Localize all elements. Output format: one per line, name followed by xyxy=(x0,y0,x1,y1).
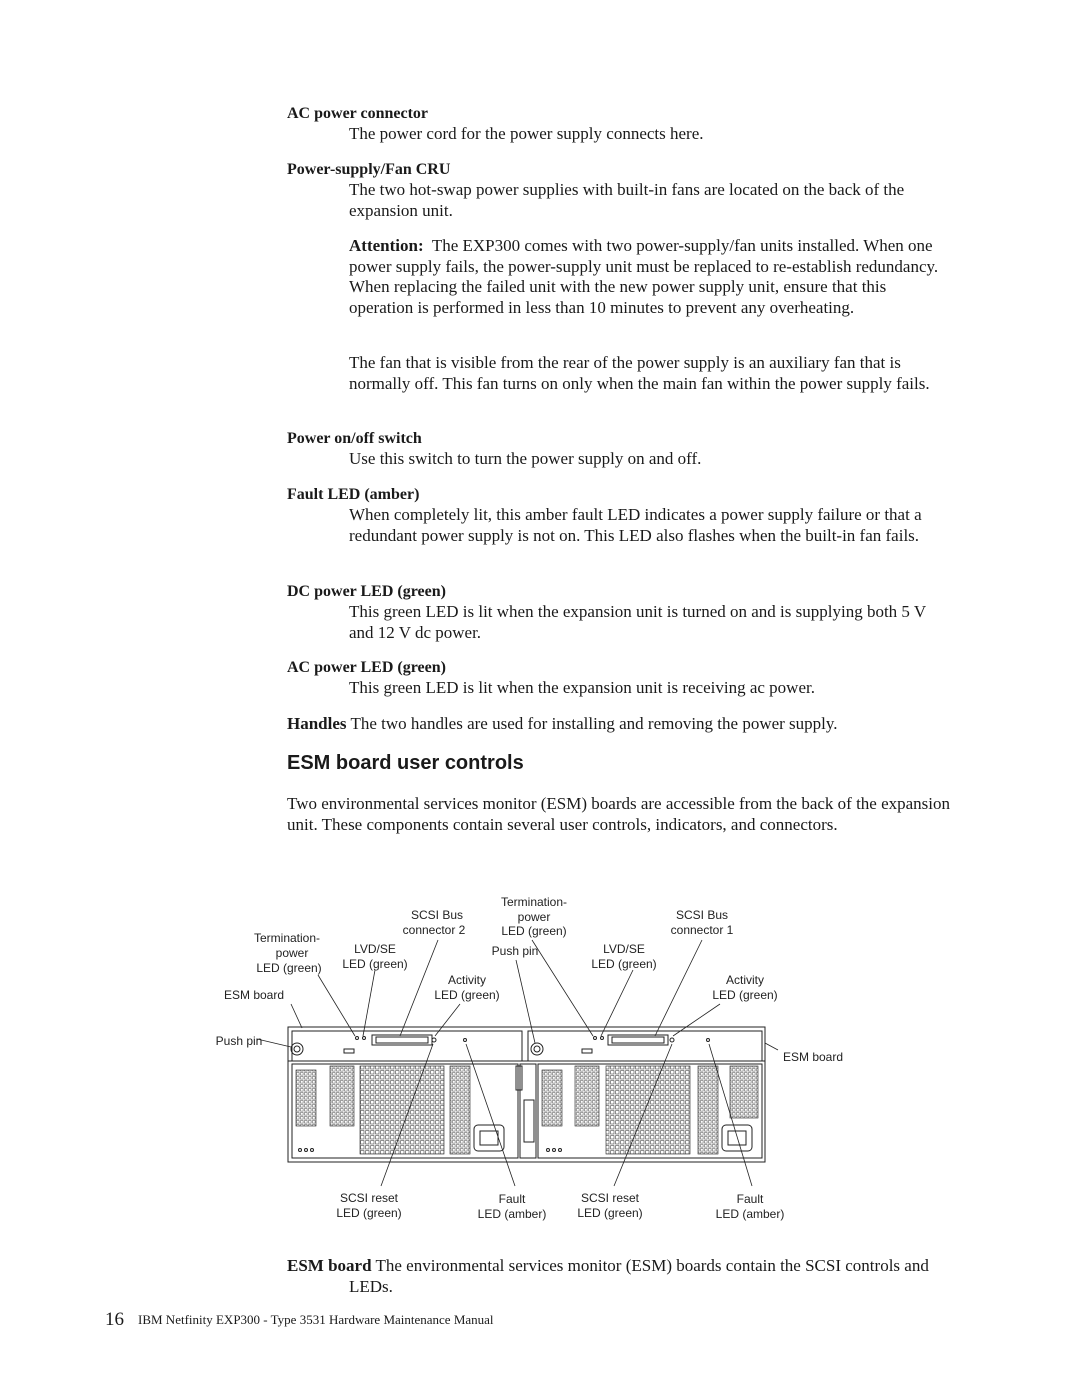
term-ac-power-led: AC power LED (green) xyxy=(287,659,446,676)
term-fault-led: Fault LED (amber) xyxy=(287,486,420,503)
label-esm-board-left: ESM board xyxy=(223,988,285,1002)
esm-board-entry xyxy=(287,1256,954,1297)
label-activity-right-2: LED (green) xyxy=(712,988,778,1002)
def-handles: The two handles are used for installing and removing the power supply. xyxy=(350,714,838,733)
label-fault-right-2: LED (amber) xyxy=(715,1207,785,1221)
footer-title: IBM Netfinity EXP300 - Type 3531 Hardware Maintenance Manual xyxy=(138,1312,494,1327)
label-push-pin-mid: Push pin xyxy=(491,944,539,958)
attention-text: The EXP300 comes with two power-supply/fan units installed. When one power supply fails, the power-supply unit must be replaced to re-establish redundancy. When replacing the failed unit with the new power supply unit, ensure that this operation is performed in less than 10 minutes to prevent any overheating. xyxy=(349,236,939,317)
attention-label: Attention: xyxy=(349,236,424,255)
section-heading: ESM board user controls xyxy=(287,752,524,774)
def-power-supply-fan-cru: The two hot-swap power supplies with built-in fans are located on the back of the expansion unit. xyxy=(349,180,905,220)
label-scsi-reset-left: SCSI reset xyxy=(339,1191,399,1205)
fan-note: The fan that is visible from the rear of the power supply is an auxiliary fan that is normally off. This fan turns on only when the main fan within the power supply fails. xyxy=(349,353,930,393)
label-termination-power-mid-2: power xyxy=(517,910,551,924)
figure-labels xyxy=(216,895,843,1221)
label-esm-board-right: ESM board xyxy=(782,1050,844,1064)
def-power-switch: Use this switch to turn the power supply on and off. xyxy=(349,449,702,468)
label-activity-left: Activity xyxy=(447,973,487,987)
intro-paragraph: Two environmental services monitor (ESM) boards are accessible from the back of the expansion unit. These components contain several user controls, indicators, and connectors. xyxy=(287,794,951,834)
def-esm-board: The environmental services monitor (ESM) boards contain the SCSI controls and LEDs. xyxy=(349,1256,929,1296)
label-lvd-left: LVD/SE xyxy=(354,942,396,956)
def-ac-power-connector: The power cord for the power supply connects here. xyxy=(349,124,704,143)
svg-text:Termination- xyxy=(254,931,320,945)
label-scsi-bus-2-conn: connector 2 xyxy=(402,923,466,937)
term-handles: Handles xyxy=(287,714,347,733)
term-power-switch: Power on/off switch xyxy=(287,430,422,447)
label-fault-left-2: LED (amber) xyxy=(477,1207,547,1221)
vent-grills xyxy=(296,1066,758,1154)
label-termination-power-left: Termination- xyxy=(253,931,321,945)
def-fault-led: When completely lit, this amber fault LED indicates a power supply failure or that a redundant power supply is not on. This LED also flashes when the built-in fan fails. xyxy=(349,505,922,545)
chassis-drawing xyxy=(288,1027,765,1162)
term-dc-power-led: DC power LED (green) xyxy=(287,583,446,600)
term-ac-power-connector: AC power connector xyxy=(287,105,429,122)
def-ac-power-led: This green LED is lit when the expansion unit is receiving ac power. xyxy=(349,678,815,697)
label-scsi-reset-right-2: LED (green) xyxy=(577,1206,643,1220)
label-lvd-right: LVD/SE xyxy=(603,942,645,956)
label-fault-left: Fault xyxy=(498,1192,526,1206)
page-footer xyxy=(105,1310,494,1330)
label-scsi-reset-left-2: LED (green) xyxy=(336,1206,402,1220)
label-activity-right: Activity xyxy=(725,973,765,987)
def-dc-power-led: This green LED is lit when the expansion unit is turned on and is supplying both 5 V and 12 V dc power. xyxy=(349,602,926,642)
handles-entry xyxy=(287,714,954,735)
label-push-pin-left: Push pin xyxy=(215,1034,263,1048)
label-lvd-right-2: LED (green) xyxy=(591,957,657,971)
label-termination-power-mid: Termination- xyxy=(500,895,568,909)
label-termination-power-left-2: power xyxy=(275,946,309,960)
term-power-supply-fan-cru: Power-supply/Fan CRU xyxy=(287,161,451,178)
label-fault-right: Fault xyxy=(736,1192,764,1206)
label-scsi-bus-1-conn: connector 1 xyxy=(670,923,734,937)
attention-note xyxy=(349,236,954,318)
label-lvd-left-2: LED (green) xyxy=(342,957,408,971)
label-scsi-reset-right: SCSI reset xyxy=(580,1191,640,1205)
label-activity-left-2: LED (green) xyxy=(434,988,500,1002)
label-termination-power-left-3: LED (green) xyxy=(256,961,322,975)
esm-board-figure xyxy=(200,890,880,1230)
term-esm-board: ESM board xyxy=(287,1256,372,1275)
label-scsi-bus-1: SCSI Bus xyxy=(675,908,729,922)
label-scsi-bus-2: SCSI Bus xyxy=(410,908,464,922)
label-termination-power-mid-3: LED (green) xyxy=(501,924,567,938)
page-number: 16 xyxy=(105,1309,124,1330)
